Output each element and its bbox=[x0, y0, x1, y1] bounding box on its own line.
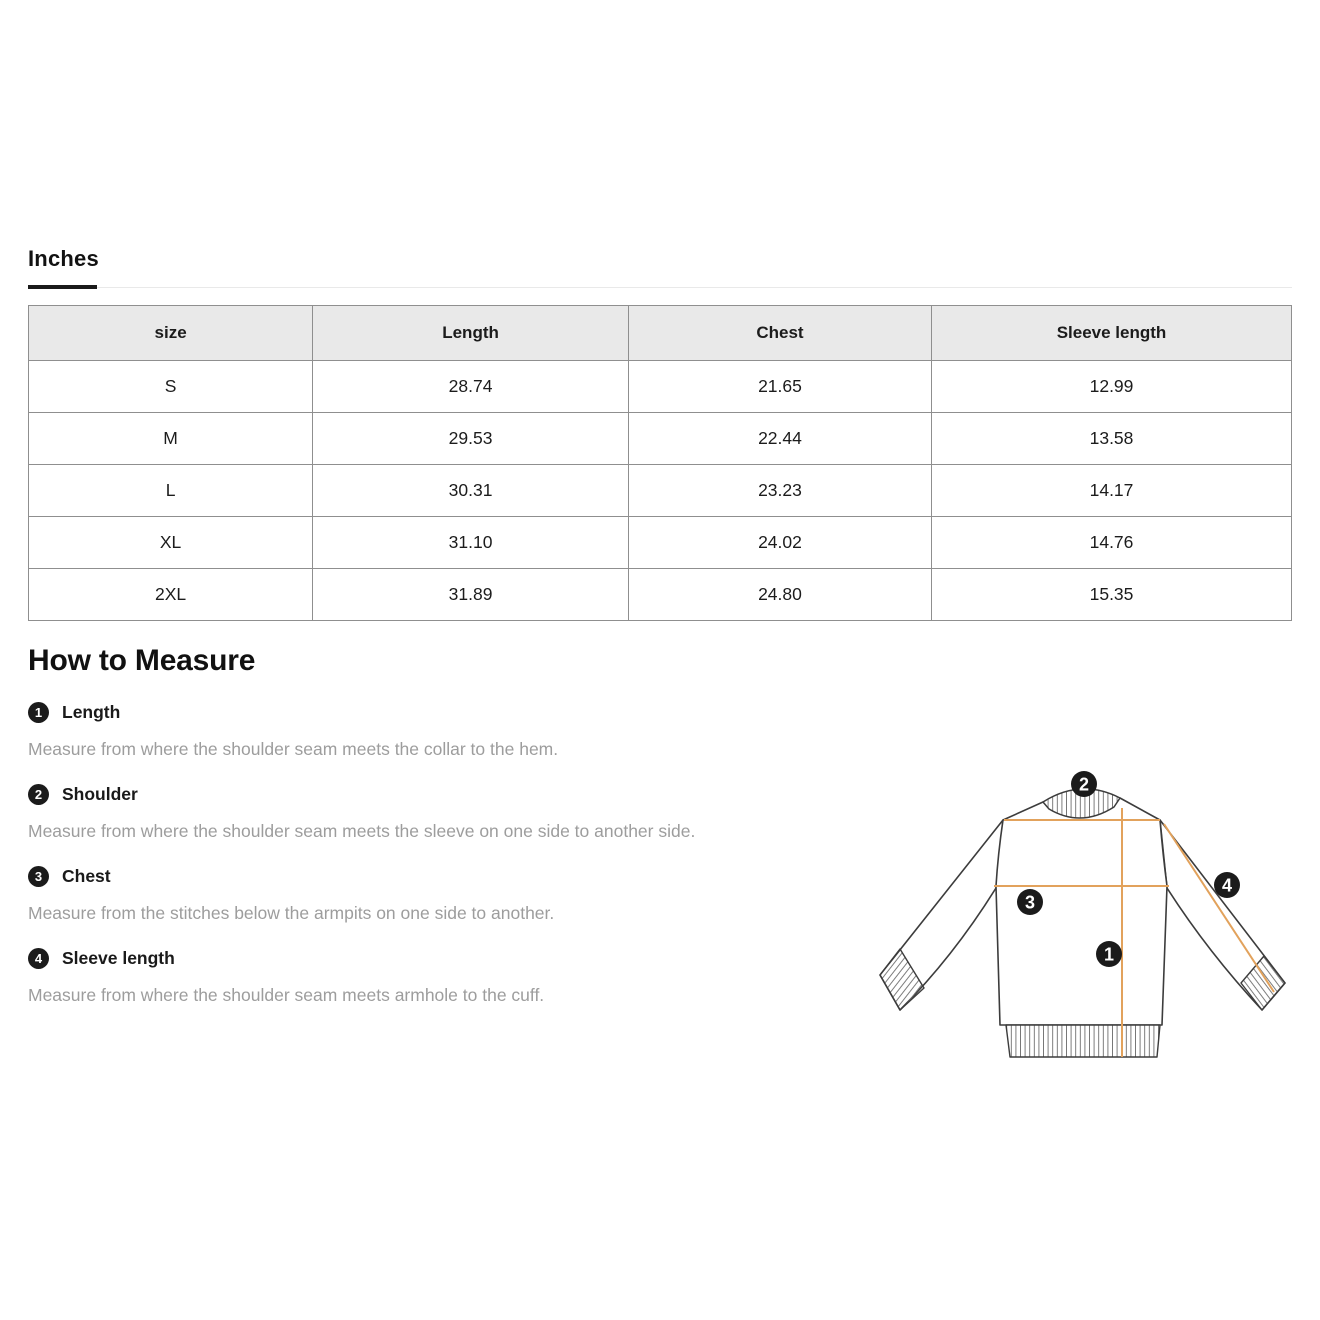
cell-chest: 21.65 bbox=[628, 361, 931, 413]
measure-label: Shoulder bbox=[62, 784, 138, 804]
cell-chest: 24.02 bbox=[628, 517, 931, 569]
svg-text:4: 4 bbox=[1221, 875, 1233, 896]
cell-size: S bbox=[29, 361, 313, 413]
cell-length: 28.74 bbox=[313, 361, 629, 413]
cell-sleeve: 12.99 bbox=[932, 361, 1292, 413]
svg-text:3: 3 bbox=[1024, 892, 1036, 913]
svg-text:2: 2 bbox=[1078, 774, 1090, 795]
cell-sleeve: 15.35 bbox=[932, 569, 1292, 621]
measure-item-length bbox=[28, 702, 848, 760]
table-row bbox=[29, 517, 1292, 569]
tab-inches[interactable]: Inches bbox=[28, 246, 99, 271]
measure-label: Sleeve length bbox=[62, 948, 175, 968]
cell-size: 2XL bbox=[29, 569, 313, 621]
cell-size: M bbox=[29, 413, 313, 465]
cell-length: 31.10 bbox=[313, 517, 629, 569]
cell-chest: 24.80 bbox=[628, 569, 931, 621]
measure-item-sleeve-length bbox=[28, 948, 848, 1006]
measure-description: Measure from where the shoulder seam meets the collar to the hem. bbox=[28, 739, 559, 759]
table-row bbox=[29, 413, 1292, 465]
measure-description: Measure from the stitches below the armpits on one side to another. bbox=[28, 903, 555, 923]
step-1-badge: 1 bbox=[28, 702, 49, 723]
table-header-row bbox=[29, 306, 1292, 361]
cell-sleeve: 13.58 bbox=[932, 413, 1292, 465]
cell-chest: 23.23 bbox=[628, 465, 931, 517]
cell-length: 31.89 bbox=[313, 569, 629, 621]
cell-chest: 22.44 bbox=[628, 413, 931, 465]
table-row bbox=[29, 361, 1292, 413]
measure-label: Length bbox=[62, 702, 121, 722]
units-tab-bar bbox=[28, 246, 1292, 288]
sweater-illustration-icon bbox=[848, 742, 1320, 1094]
cell-sleeve: 14.76 bbox=[932, 517, 1292, 569]
measure-list bbox=[28, 702, 848, 1006]
step-3-badge: 3 bbox=[28, 866, 49, 887]
step-4-badge: 4 bbox=[28, 948, 49, 969]
tab-rule bbox=[28, 285, 1292, 288]
col-header-length: Length bbox=[313, 306, 629, 361]
diagram-badge-2 bbox=[1071, 771, 1097, 797]
col-header-size: size bbox=[29, 306, 313, 361]
svg-text:1: 1 bbox=[1103, 944, 1115, 965]
size-table bbox=[28, 305, 1292, 621]
measure-label: Chest bbox=[62, 866, 111, 886]
cell-sleeve: 14.17 bbox=[932, 465, 1292, 517]
measure-description: Measure from where the shoulder seam meets the sleeve on one side to another side. bbox=[28, 821, 696, 841]
diagram-badge-4 bbox=[1214, 872, 1240, 898]
table-row bbox=[29, 465, 1292, 517]
col-header-sleeve: Sleeve length bbox=[932, 306, 1292, 361]
table-row bbox=[29, 569, 1292, 621]
col-header-chest: Chest bbox=[628, 306, 931, 361]
measure-description: Measure from where the shoulder seam meets armhole to the cuff. bbox=[28, 985, 545, 1005]
cell-size: XL bbox=[29, 517, 313, 569]
cell-length: 30.31 bbox=[313, 465, 629, 517]
sweater-measure-diagram bbox=[848, 742, 1320, 1094]
how-to-measure-title: How to Measure bbox=[28, 644, 256, 677]
measure-item-chest bbox=[28, 866, 848, 924]
tab-rule-track bbox=[28, 287, 1292, 288]
step-2-badge: 2 bbox=[28, 784, 49, 805]
cell-length: 29.53 bbox=[313, 413, 629, 465]
tab-active-indicator bbox=[28, 285, 97, 289]
measure-item-shoulder bbox=[28, 784, 848, 842]
diagram-badge-3 bbox=[1017, 889, 1043, 915]
cell-size: L bbox=[29, 465, 313, 517]
diagram-badge-1 bbox=[1096, 941, 1122, 967]
